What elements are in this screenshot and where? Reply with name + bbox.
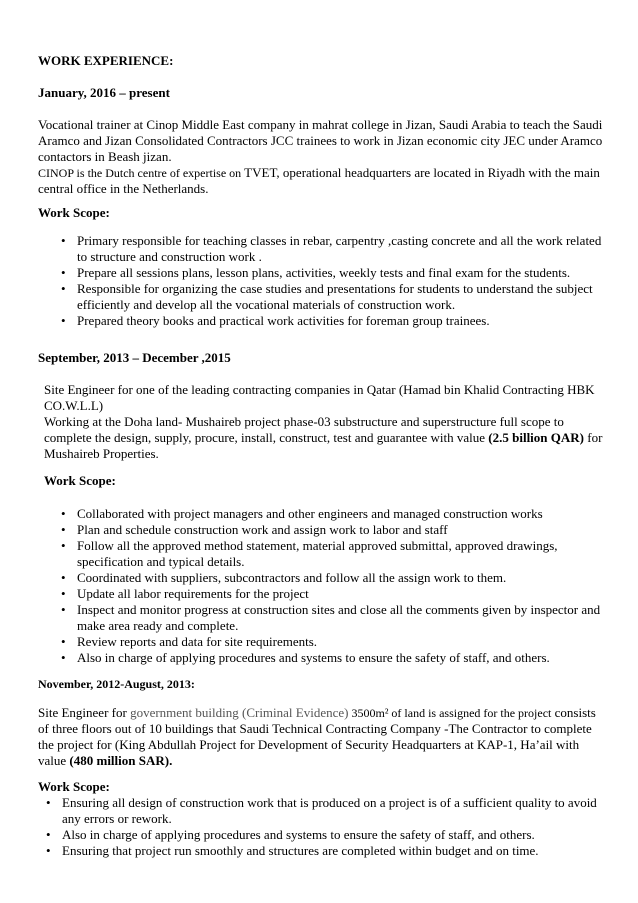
list-item: • Inspect and monitor progress at construction sites and close all the comments given by inspector and make area ready and complete. — [38, 602, 604, 634]
job3-description — [38, 705, 604, 769]
job2-date: September, 2013 – December ,2015 — [38, 350, 231, 365]
job2-description-2 — [44, 414, 604, 462]
list-item: • Plan and schedule construction work and assign work to labor and staff — [38, 522, 604, 538]
job2-scope-list — [38, 506, 604, 666]
job1-scope-list — [38, 233, 604, 329]
job2-description: Site Engineer for one of the leading contracting companies in Qatar (Hamad bin Khalid Contracting HBK CO.W.L.L) — [44, 382, 595, 413]
list-item: • Review reports and data for site requirements. — [38, 634, 604, 650]
list-item: • Also in charge of applying procedures and systems to ensure the safety of staff, and others. — [38, 827, 604, 843]
job1-scope-title: Work Scope: — [38, 205, 110, 220]
job3-desc-b: consists of three floors out of 10 buildings that Saudi Technical Contracting Company -The Contractor to complete the project for (King Abdullah Project for Development of Security Headquarters at KAP-1, Ha’ail with value — [38, 705, 596, 768]
list-item: • Primary responsible for teaching classes in rebar, carpentry ,casting concrete and all the work related to structure and construction work . — [38, 233, 604, 265]
job2-scope-title: Work Scope: — [44, 473, 116, 488]
job3-date: November, 2012-August, 2013: — [38, 677, 195, 691]
list-item: • Ensuring that project run smoothly and structures are completed within budget and on time. — [38, 843, 604, 859]
job1-desc2-small: CINOP is the Dutch centre of expertise on — [38, 166, 242, 180]
list-item: • Responsible for organizing the case studies and presentations for students to understand the subject efficiently and develop all the vocational materials of construction work. — [38, 281, 604, 313]
list-item: • Follow all the approved method statement, material approved submittal, approved drawings, specification and typical details. — [38, 538, 604, 570]
job3-desc-gov: government building (Criminal Evidence) — [130, 705, 349, 720]
job3-desc-a: Site Engineer for — [38, 705, 131, 720]
list-item: • Update all labor requirements for the project — [38, 586, 604, 602]
section-heading: WORK EXPERIENCE: — [38, 53, 174, 68]
list-item: • Ensuring all design of construction work that is produced on a project is of a sufficient quality to avoid any errors or rework. — [38, 795, 604, 827]
job2-value: (2.5 billion QAR) — [488, 430, 584, 445]
job1-description: Vocational trainer at Cinop Middle East company in mahrat college in Jizan, Saudi Arabia to teach the Saudi Aramco and Jizan Consolidated Contractors JCC trainees to work in Jizan economic city JEC under Aramco contactors in Beash jizan. — [38, 117, 603, 164]
list-item: • Prepared theory books and practical work activities for foreman group trainees. — [38, 313, 604, 329]
job3-scope-title: Work Scope: — [38, 779, 110, 794]
job3-scope-list — [38, 795, 604, 859]
job3-desc-small: 3500m² of land is assigned for the project — [348, 706, 552, 720]
job1-date: January, 2016 – present — [38, 85, 170, 100]
list-item: • Coordinated with suppliers, subcontractors and follow all the assign work to them. — [38, 570, 604, 586]
list-item: • Also in charge of applying procedures and systems to ensure the safety of staff, and others. — [38, 650, 604, 666]
job2-desc2-end: for Mushaireb Properties. — [44, 430, 603, 461]
job2-desc2-text: Working at the Doha land- Mushaireb project phase-03 substructure and superstructure full scope to complete the design, supply, procure, install, construct, test and guarantee with value — [44, 414, 564, 445]
list-item: • Collaborated with project managers and other engineers and managed construction works — [38, 506, 604, 522]
job1-desc2-rest: TVET, operational headquarters are located in Riyadh with the main central office in the Netherlands. — [38, 165, 600, 196]
job1-description-2 — [38, 165, 604, 197]
list-item: • Prepare all sessions plans, lesson plans, activities, weekly tests and final exam for the students. — [38, 265, 604, 281]
job3-value: (480 million SAR). — [69, 753, 173, 768]
